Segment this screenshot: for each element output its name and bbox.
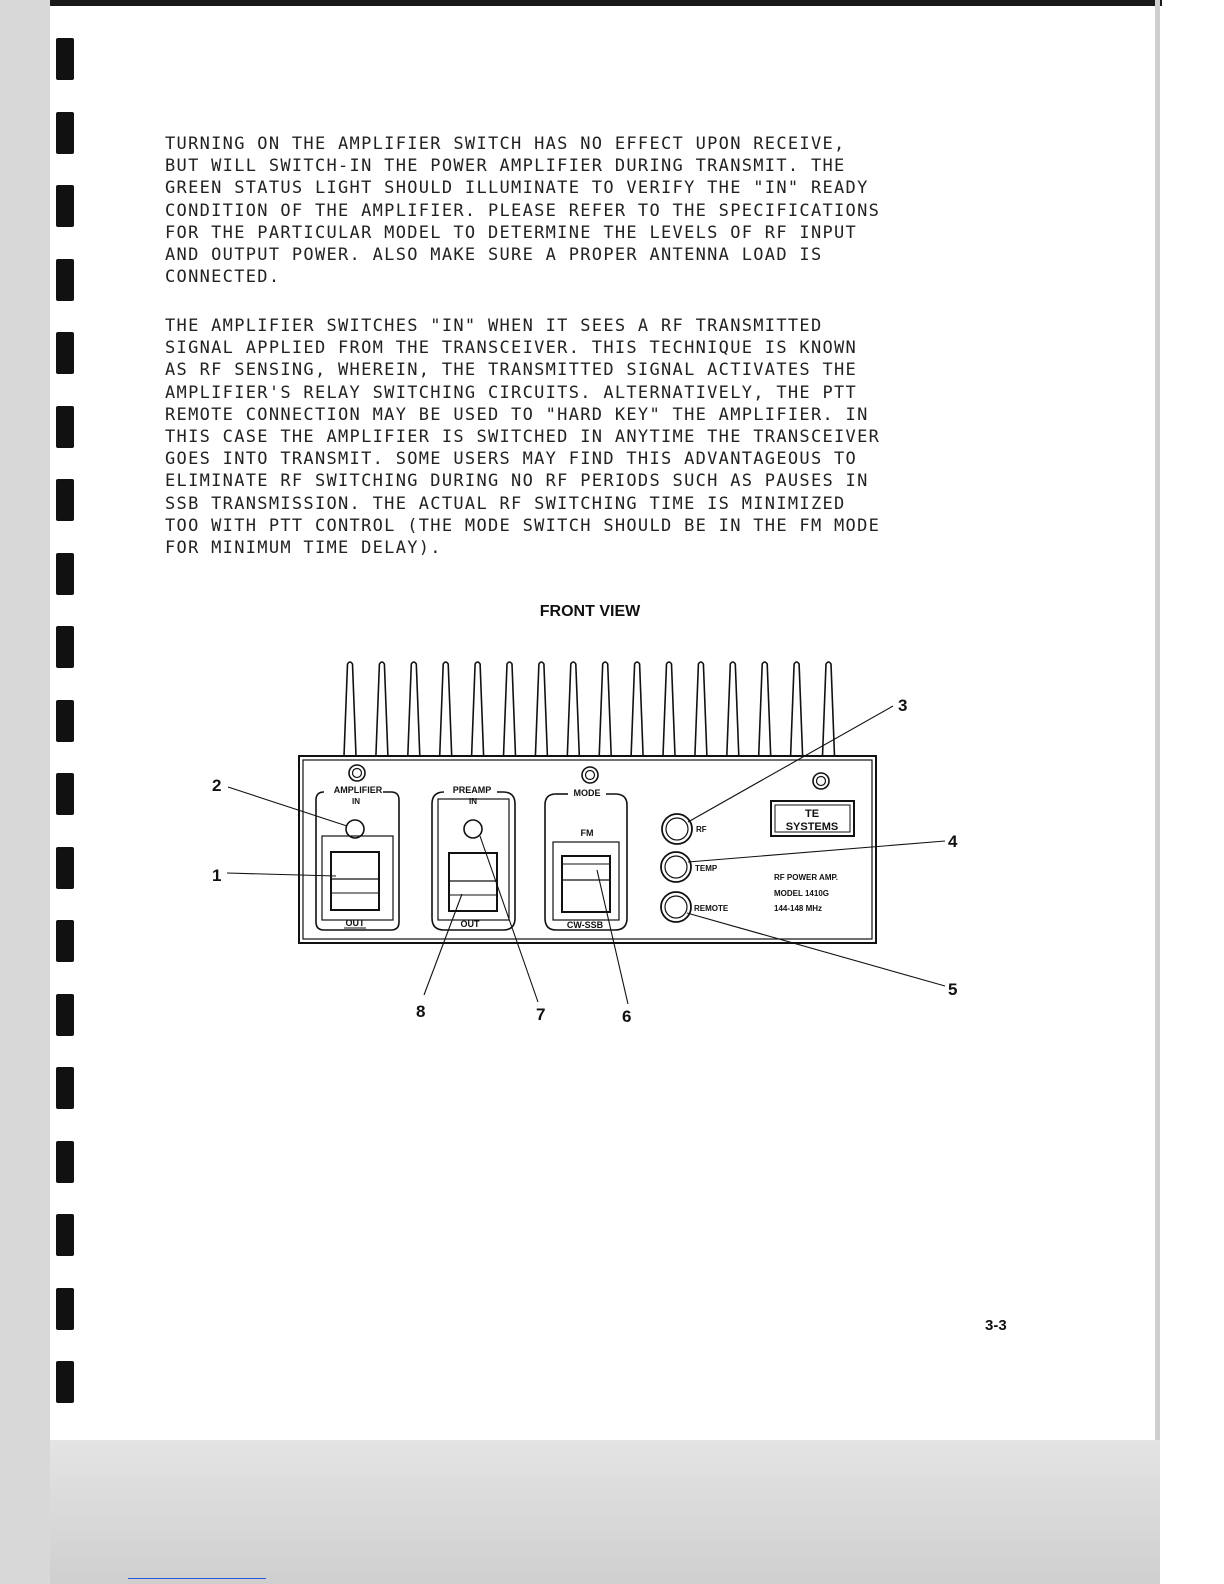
callout-1: 1 [212,866,222,885]
heat-sink-fin [631,662,643,756]
leader-line-6 [597,870,628,1004]
temp-indicator-icon [661,852,691,882]
remote-jack-icon [661,892,691,922]
amplifier-switch-group [316,792,399,930]
heat-sink-fin [344,662,356,756]
paragraph-amplifier-switch: TURNING ON THE AMPLIFIER SWITCH HAS NO EFFECT UPON RECEIVE, BUT WILL SWITCH-IN THE POWER AMPLIFIER DURING TRANSMIT. THE GREEN STATUS LIGHT SHOULD ILLUMINATE TO VERIFY THE "IN" READY CONDITION OF THE AMPLIFIER. PLEASE REFER TO THE SPECIFICATIONS FOR THE PARTICULAR MODEL TO DETERMINE THE LEVELS OF RF INPUT AND OUTPUT POWER. ALSO MAKE SURE A PROPER ANTENNA LOAD IS CONNECTED. [165,134,881,288]
rf-indicator-icon [662,814,692,844]
preamp-label: PREAMP [452,785,492,795]
amplifier-status-light-icon [346,820,364,838]
leader-line-8 [424,894,462,995]
brand-line-2: SYSTEMS [785,821,839,833]
heat-sink-fin [504,662,516,756]
mode-fm-label: FM [580,828,594,838]
leader-line-2 [228,787,347,826]
paragraph-rf-sensing: THE AMPLIFIER SWITCHES "IN" WHEN IT SEES A RF TRANSMITTED SIGNAL APPLIED FROM THE TRANSCEIVER. THIS TECHNIQUE IS KNOWN AS RF SENSING, WHEREIN, THE TRANSMITTED SIGNAL ACTIVATES THE AMPLIFIER'S RELAY SWITCHING CIRCUITS. ALTERNATIVELY, THE PTT REMOTE CONNECTION MAY BE USED TO "HARD KEY" THE AMPLIFIER. IN THIS CASE THE AMPLIFIER IS SWITCHED IN ANYTIME THE TRANSCEIVER GOES INTO TRANSMIT. SOME USERS MAY FIND THIS ADVANTAGEOUS TO ELIMINATE RF SWITCHING DURING NO RF PERIODS SUCH AS PAUSES IN SSB TRANSMISSION. THE ACTUAL RF SWITCHING TIME IS MINIMIZED TOO WITH PTT CONTROL (THE MODE SWITCH SHOULD BE IN THE FM MODE FOR MINIMUM TIME DELAY). [165,316,881,559]
callout-4: 4 [948,832,958,851]
brand-line-1: TE [804,808,820,820]
heat-sink-fin [376,662,388,756]
preamp-in-label: IN [469,797,477,806]
callout-5: 5 [948,980,958,999]
heat-sink-fin [599,662,611,756]
leader-line-4 [688,841,945,862]
preamp-switch-group [432,792,515,930]
heat-sink-fin [727,662,739,756]
amplifier-out-label: OUT [345,918,365,928]
mounting-screw-middle-icon [582,767,598,783]
mounting-screw-right-icon [813,773,829,789]
amplifier-label: AMPLIFIER [333,785,383,795]
mode-cw-ssb-label: CW-SSB [566,920,604,930]
mounting-screw-left-icon [349,765,365,781]
heat-sink-fin [440,662,452,756]
heat-sink-fin [567,662,579,756]
heat-sink-fin [472,662,484,756]
amplifier-in-label: IN [352,797,360,806]
heat-sink-fin [663,662,675,756]
heat-sink-fin [535,662,547,756]
model-line-3: 144-148 MHz [774,904,823,913]
heat-sink-fins [344,662,835,756]
amplifier-chassis [299,756,876,943]
leader-line-5 [687,913,945,986]
model-line-1: RF POWER AMP. [774,873,839,882]
heat-sink-fin [695,662,707,756]
callout-3: 3 [898,696,908,715]
heat-sink-fin [408,662,420,756]
remote-label: REMOTE [694,904,729,913]
mode-switch-group [545,794,627,930]
leader-line-1 [227,873,336,876]
callout-7: 7 [536,1005,546,1024]
preamp-status-light-icon [464,820,482,838]
callout-8: 8 [416,1002,426,1021]
temp-label: TEMP [695,864,718,873]
model-line-2: MODEL 1410G [774,889,829,898]
callout-6: 6 [622,1007,632,1026]
rf-label: RF [696,825,707,834]
heat-sink-fin [759,662,771,756]
heat-sink-fin [791,662,803,756]
callout-2: 2 [212,776,222,795]
figure-title: FRONT VIEW [539,603,641,620]
preamp-out-label: OUT [460,919,480,929]
page-number: 3-3 [985,1317,1007,1334]
mode-label: MODE [573,788,601,798]
